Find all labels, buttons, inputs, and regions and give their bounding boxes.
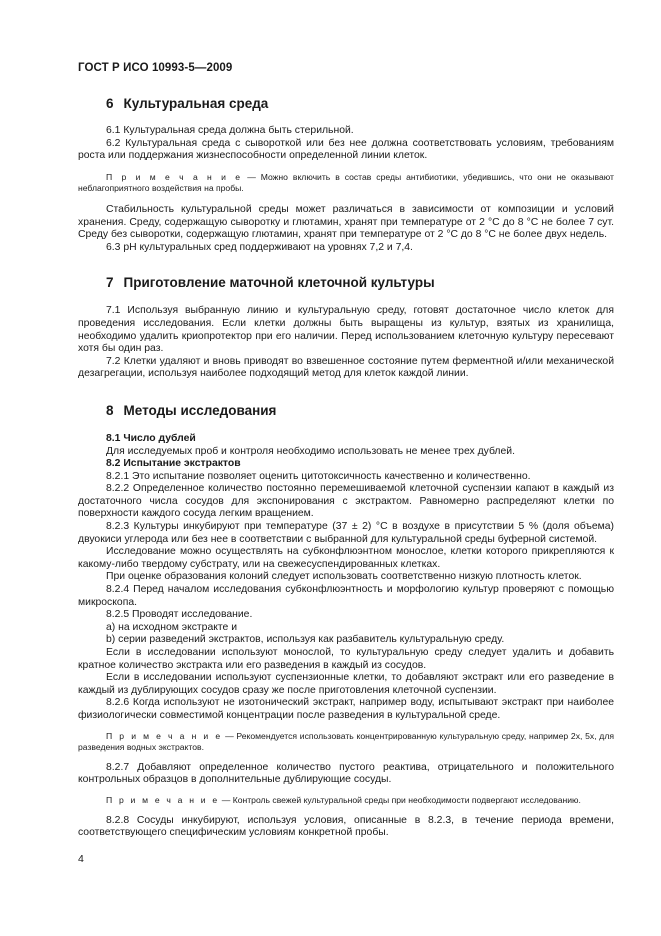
paragraph: Для исследуемых проб и контроля необходимо использовать не менее трех дублей. <box>106 445 515 457</box>
list-item: а) на исходном экстракте и <box>106 621 238 633</box>
document-page <box>78 62 614 840</box>
paragraph: 8.2.3 Культуры инкубируют при температуре (37 ± 2) °С в воздухе в присутствии 5 % (доля объема) двуокиси углерода или без нее в соответствии с выбранной для культуральной среды буферной системой. <box>78 521 614 545</box>
paragraph: 8.2.7 Добавляют определенное количество пустого реактива, отрицательного и положительного контрольных образцов в дополнительные дублирующие сосуды. <box>78 761 614 786</box>
section-title: Приготовление маточной клеточной культуры <box>123 275 435 291</box>
paragraph: При оценке образования колоний следует использовать соответственно низкую плотность клеток. <box>106 571 582 583</box>
section-6-heading <box>78 96 614 111</box>
note-label: П р и м е ч а н и е <box>106 171 243 182</box>
note-text: — Рекомендуется использовать концентрированную культуральную среду, например 2х, 5х, для разведения водных экстрактов. <box>78 730 614 753</box>
note <box>78 172 614 195</box>
paragraph: 8.2.2 Определенное количество постоянно перемешиваемой клеточной суспензии капают в каждый из достаточного числа сосудов для экспонирования с экстрактом. Равномерно распределяют клетки по поверхности каждого сосуда легким вращением. <box>78 483 614 520</box>
note <box>78 731 614 754</box>
paragraph: Если в исследовании используют монослой, то культуральную среду следует удалить и добавить кратное количество экстракта или его разведения в каждый из сосудов. <box>78 647 614 671</box>
section-7-heading <box>78 275 614 290</box>
subsection-heading: 8.2 Испытание экстрактов <box>106 458 241 470</box>
section-number: 8 <box>106 402 114 418</box>
paragraph: 8.2.6 Когда используют не изотонический экстракт, например воду, испытывают экстракт при наиболее физиологически совместимой концентрации после разведения в культуральной среде. <box>78 697 614 721</box>
paragraph: 8.2.8 Сосуды инкубируют, используя условия, описанные в 8.2.3, в течение периода времени, соответствующего специфическим условиям конкретной пробы. <box>78 814 614 839</box>
section-title: Культуральная среда <box>123 96 269 111</box>
list-item: b) серии разведений экстрактов, используя как разбавитель культуральную среду. <box>106 634 505 646</box>
page-number: 4 <box>78 853 84 865</box>
paragraph: 6.2 Культуральная среда с сывороткой или без нее должна соответствовать условиям, требованиям роста или поддержания жизнеспособности определенной линии клеток. <box>78 137 614 162</box>
section-number: 7 <box>106 275 114 291</box>
note-text: — Можно включить в состав среды антибиотики, убедившись, что они не оказывают неблагоприятного воздействия на пробы. <box>78 171 614 194</box>
note <box>78 795 614 807</box>
paragraph: 8.2.4 Перед началом исследования субконфлюэнтность и морфологию культур проверяют с помощью микроскопа. <box>78 584 614 608</box>
paragraph: 7.2 Клетки удаляют и вновь приводят во взвешенное состояние путем ферментной и/или механической дезагрегации, используя наиболее подходящий метод для клеток каждой линии. <box>78 355 614 380</box>
document-header: ГОСТ Р ИСО 10993-5—2009 <box>78 62 233 74</box>
paragraph: 7.1 Используя выбранную линию и культуральную среду, готовят достаточное число клеток для проведения исследования. Если клетки должны быть выращены из культур, взятых из хранилища, необходимо удалить криопротектор при его наличии. Перед использованием клеточную культуру пересевают хотя бы один раз. <box>78 305 614 355</box>
section-number: 6 <box>106 96 114 111</box>
paragraph: Если в исследовании используют суспензионные клетки, то добавляют экстракт или его разведение в каждый из дублирующих сосудов сразу же после приготовления клеточной суспензии. <box>78 672 614 696</box>
section-title: Методы исследования <box>123 402 277 418</box>
note-label: П р и м е ч а н и е <box>106 730 223 741</box>
note-text: — Контроль свежей культуральной среды при необходимости подвергают исследованию. <box>219 794 581 805</box>
paragraph: 8.2.5 Проводят исследование. <box>106 609 253 621</box>
section-8-heading <box>78 403 614 418</box>
subsection-heading: 8.1 Число дублей <box>106 432 196 444</box>
note-label: П р и м е ч а н и е <box>106 794 220 805</box>
paragraph: Исследование можно осуществлять на субконфлюэнтном монослое, клетки которого прикрепляются к какому-либо твердому субстрату, или на свежесуспендированных клетках. <box>78 546 614 570</box>
paragraph: 6.3 рН культуральных сред поддерживают на уровнях 7,2 и 7,4. <box>106 241 413 253</box>
paragraph: 8.2.1 Это испытание позволяет оценить цитотоксичность качественно и количественно. <box>106 470 531 482</box>
paragraph: Стабильность культуральной среды может различаться в зависимости от композиции и условий хранения. Среду, содержащую сыворотку и глютамин, хранят при температуре от 2 °С до 8 °С не более 7 сут. Среду без сыворотки, содержащую глютамин, хранят при температуре от 2 °С до 8 °С не более двух недель. <box>78 203 614 241</box>
paragraph: 6.1 Культуральная среда должна быть стерильной. <box>106 125 354 136</box>
